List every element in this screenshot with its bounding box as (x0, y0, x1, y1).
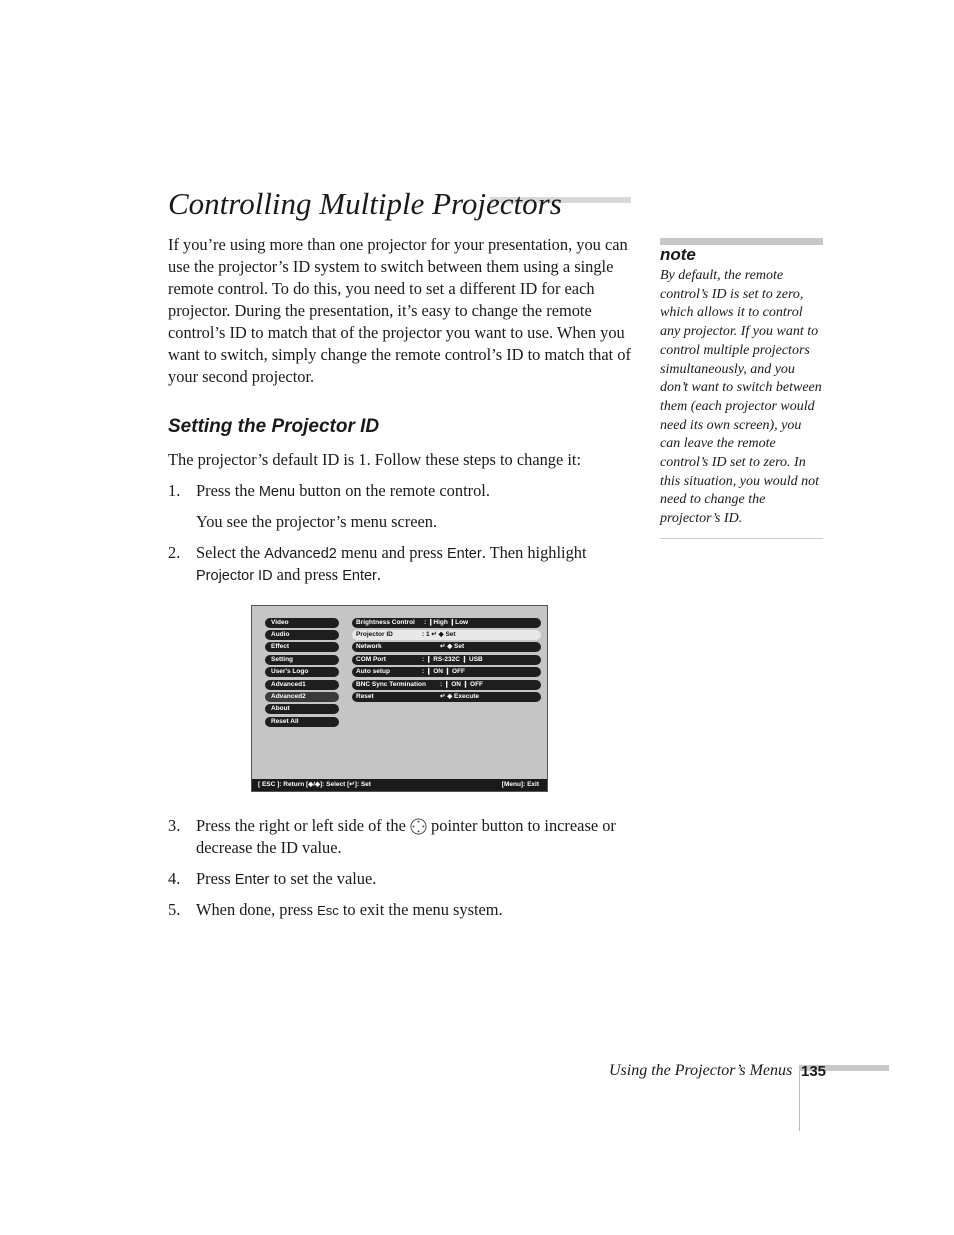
step-2-cont: Projector ID and press Enter. (196, 565, 381, 584)
note-body: By default, the remote control’s ID is set to zero, which allows it to control any projector. If you want to control multiple projectors simultaneously, and you don’t want to switch between them (each projector would need its own screen), you can leave the remote control’s ID set to zero. In this situation, you would not need to change the projector’s ID. (660, 268, 822, 527)
setting-row: Reset ↵ ◆ Execute (352, 692, 541, 702)
menu-item-audio: Audio (265, 630, 339, 640)
menu-key: Menu (258, 484, 296, 500)
advanced2-key: Advanced2 (264, 546, 337, 562)
menu-item-reset-all: Reset All (265, 717, 339, 727)
menu-footer-bar (252, 779, 547, 791)
menu-item-setting: Setting (265, 655, 339, 665)
menu-item-advanced1: Advanced1 (265, 680, 339, 690)
esc-key: Esc (317, 903, 339, 918)
step-1: 1. Press the Menu button on the remote control. (168, 481, 490, 500)
menu-item-users-logo: User's Logo (265, 667, 339, 677)
step-1-result: You see the projector’s menu screen. (196, 512, 438, 531)
projector-id-key: Projector ID (196, 568, 273, 584)
intro-paragraph: If you’re using more than one projector for your presentation, you can use the projector’s ID system to switch between them using a single remote control. To do this, you need to set a different ID for each projector. During the presentation, it’s easy to change the remote control’s ID to match that of the projector you want to use. When you want to switch, simply change the remote control’s ID to match that of your second projector. (168, 235, 631, 386)
setting-row: Auto setup : ❙ ON ❙ OFF (352, 667, 541, 677)
setting-row: COM Port : ❙ RS-232C ❙ USB (352, 655, 541, 665)
note-bar (660, 238, 823, 245)
menu-footer-left: [ ESC ]: Return [◆/◆]: Select [↵]: Set (258, 781, 371, 788)
note-title: note (660, 245, 696, 264)
menu-item-about: About (265, 704, 339, 714)
step-3-cont: decrease the ID value. (196, 838, 342, 857)
menu-footer-right: [Menu]: Exit (501, 781, 539, 788)
step-5: 5. When done, press Esc to exit the menu system. (168, 900, 503, 919)
step-3: 3. Press the right or left side of the pointer button to increase or (168, 816, 616, 835)
section-heading: Setting the Projector ID (168, 416, 380, 437)
step-4: 4. Press Enter to set the value. (168, 869, 377, 888)
pointer-button-icon (410, 818, 427, 835)
setting-row: BNC Sync Termination : ❙ ON ❙ OFF (352, 680, 541, 690)
setting-row: Brightness Control : ❙High ❙Low (352, 618, 541, 628)
enter-key: Enter (447, 546, 482, 562)
page-number-rule (799, 1071, 800, 1131)
menu-item-advanced2: Advanced2 (265, 692, 339, 702)
section-intro: The projector’s default ID is 1. Follow these steps to change it: (168, 450, 582, 469)
menu-item-video: Video (265, 618, 339, 628)
page-number: 135 (801, 1063, 827, 1080)
setting-row: Network ↵ ◆ Set (352, 642, 541, 652)
menu-screenshot (251, 605, 548, 792)
menu-item-effect: Effect (265, 642, 339, 652)
enter-key: Enter (234, 872, 270, 888)
running-footer: Using the Projector’s Menus (609, 1062, 793, 1079)
setting-row-highlighted: Projector ID : 1 ↵ ◆ Set (352, 630, 541, 640)
enter-key: Enter (342, 568, 377, 584)
page-title: Controlling Multiple Projectors (168, 186, 562, 221)
note-divider (660, 538, 823, 539)
step-2: 2. Select the Advanced2 menu and press Enter. Then highlight (168, 543, 587, 562)
